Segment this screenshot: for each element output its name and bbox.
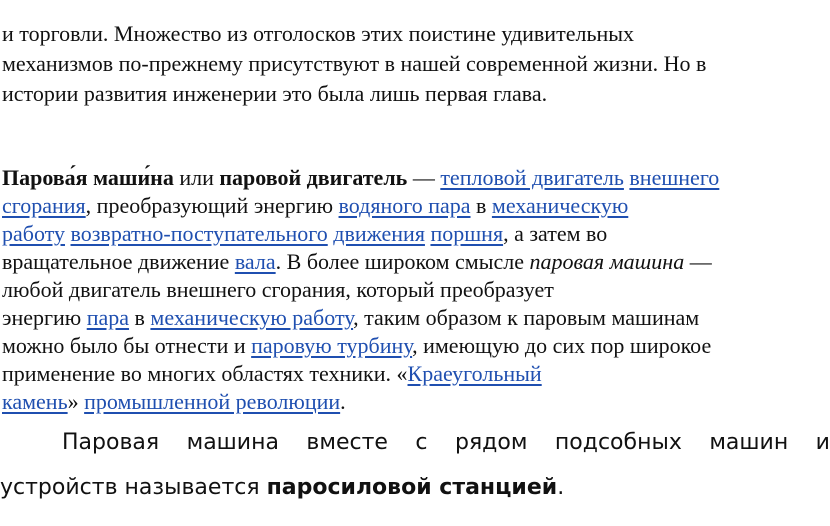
footer-word: вместе: [306, 430, 388, 455]
link-mechanical[interactable]: механическую: [491, 193, 629, 218]
term-steam-power-station: паросиловой станцией: [266, 475, 558, 500]
link-shaft[interactable]: вала: [234, 249, 276, 274]
text-broader: . В более широком смысле: [275, 249, 530, 274]
link-steam[interactable]: пара: [86, 305, 130, 330]
text-dash-2: —: [684, 249, 712, 274]
article-line-5: любой двигатель внешнего сгорания, который преобразует: [2, 277, 554, 302]
article-line-7: [2, 332, 711, 360]
text-still: , имеющую до сих пор широкое: [412, 333, 712, 358]
article-line-9: [2, 388, 346, 416]
text-thus: , таким образом к паровым машинам: [353, 305, 700, 330]
text-converting: , преобразующий энергию: [85, 193, 339, 218]
footer-word: с: [415, 430, 428, 455]
italic-steam-machine: паровая машина: [529, 249, 685, 274]
footer-text: устройств называется: [0, 475, 267, 500]
text-then: , а затем во: [503, 221, 608, 246]
article-line-4: [2, 248, 712, 276]
footer-word: машин: [709, 430, 789, 455]
intro-line-2: механизмов по-прежнему присутствуют в нашей современной жизни. Но в: [2, 51, 707, 76]
text-energy: энергию: [2, 305, 87, 330]
text-in: в: [470, 193, 492, 218]
term-steam-machine: Парова́я маши́на: [2, 165, 174, 190]
intro-line-3: истории развития инженерии это была лишь первая глава.: [2, 81, 548, 106]
text-or: или: [173, 165, 220, 190]
footer-word: машина: [186, 430, 279, 455]
article-line-8: [2, 360, 542, 388]
link-motion[interactable]: движения: [333, 221, 425, 246]
link-mechanical-work[interactable]: механическую работу: [150, 305, 354, 330]
link-cornerstone[interactable]: Краеугольный: [407, 361, 542, 386]
footer-word: рядом: [454, 430, 528, 455]
article-line-6: [2, 304, 699, 332]
link-external[interactable]: внешнего: [629, 165, 720, 190]
text-close-quote: »: [67, 389, 85, 414]
text-dash: —: [407, 165, 441, 190]
link-piston[interactable]: поршня: [430, 221, 504, 246]
text-rotational: вращательное движение: [2, 249, 235, 274]
footer-word: Паровая: [62, 430, 160, 455]
link-cornerstone-2[interactable]: камень: [2, 389, 68, 414]
text-could: можно было бы отнести и: [2, 333, 252, 358]
link-steam-turbine[interactable]: паровую турбину: [251, 333, 413, 358]
link-heat-engine[interactable]: тепловой двигатель: [440, 165, 624, 190]
article-line-2: [2, 192, 628, 220]
article-line-1: [2, 164, 719, 192]
footer-line-2: [0, 474, 564, 502]
text-in-2: в: [129, 305, 151, 330]
footer-word: и: [815, 430, 830, 455]
link-water-steam[interactable]: водяного пара: [338, 193, 471, 218]
footer-period: .: [557, 475, 565, 500]
link-work[interactable]: работу: [2, 221, 65, 246]
text-period: .: [340, 389, 346, 414]
footer-word: подсобных: [554, 430, 682, 455]
link-combustion[interactable]: сгорания: [2, 193, 86, 218]
article-line-3: [2, 220, 607, 248]
term-steam-engine: паровой двигатель: [219, 165, 408, 190]
intro-line-1: и торговли. Множество из отголосков этих поистине удивительных: [2, 21, 635, 46]
link-industrial-revolution[interactable]: промышленной революции: [84, 389, 341, 414]
text-usage: применение во многих областях техники. «: [2, 361, 408, 386]
footer-line-1: [0, 430, 830, 455]
link-reciprocating[interactable]: возвратно-поступательного: [70, 221, 328, 246]
